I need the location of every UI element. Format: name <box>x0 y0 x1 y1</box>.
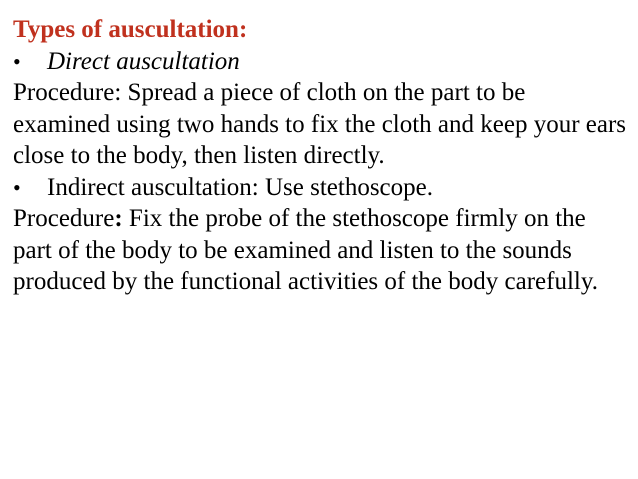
bullet-text-direct: Direct auscultation <box>47 47 240 75</box>
indirect-procedure-colon: : <box>114 205 123 232</box>
bullet-text-indirect: Indirect auscultation: Use stethoscope. <box>47 173 433 201</box>
direct-procedure-text: Spread a piece of cloth on the part to be examined using two hands to fix the cloth and keep your ears close to the body, then listen directly. <box>13 79 627 169</box>
direct-procedure-label: Procedure: <box>13 79 122 106</box>
bullet-dot-icon: • <box>13 48 21 74</box>
indirect-procedure-paragraph <box>13 203 627 298</box>
slide-heading: Types of auscultation: <box>13 16 248 43</box>
slide-content <box>13 14 627 298</box>
bullet-direct-auscultation <box>13 46 627 78</box>
direct-procedure-paragraph <box>13 77 627 172</box>
bullet-dot-icon: • <box>13 174 21 200</box>
indirect-procedure-label: Procedure <box>13 205 115 232</box>
bullet-indirect-auscultation <box>13 172 627 204</box>
indirect-procedure-text: Fix the probe of the stethoscope firmly on the part of the body to be examined and listen to the sounds produced by the functional activities of the body carefully. <box>13 205 598 295</box>
